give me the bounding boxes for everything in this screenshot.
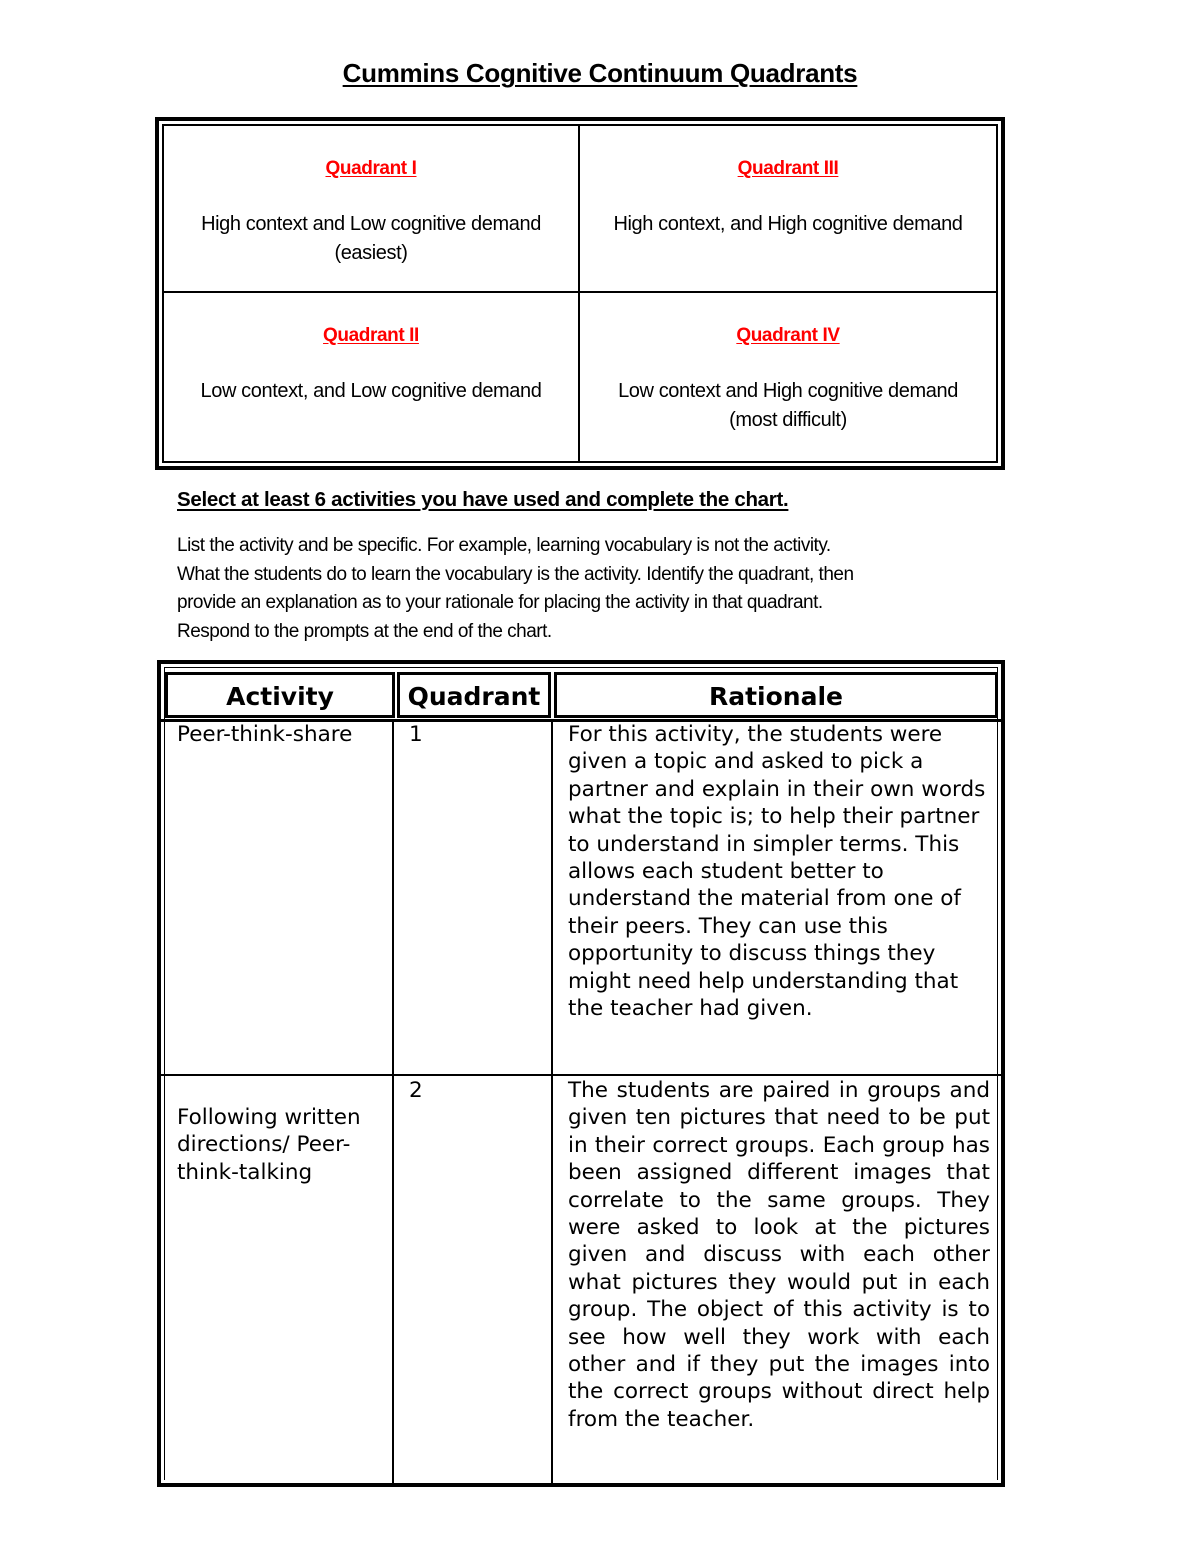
header-activity: Activity	[165, 672, 395, 718]
quadrant-label: Quadrant I	[325, 158, 417, 179]
quadrant-description-line: High context and Low cognitive demand	[201, 213, 541, 235]
quadrant-label: Quadrant IV	[736, 325, 840, 346]
instructions-heading: Select at least 6 activities you have used and complete the chart.	[177, 488, 789, 511]
quadrant-cell-3	[578, 126, 996, 291]
quadrant-description-line: (easiest)	[334, 242, 408, 264]
quadrant-description-line: Low context, and Low cognitive demand	[200, 380, 542, 402]
header-rationale: Rationale	[554, 672, 998, 718]
quadrant-label: Quadrant III	[737, 158, 839, 179]
row-2-rationale: The students are paired in groups and given ten pictures that need to be put in their correct groups. Each group has been assigned different images that correlate to the same groups. They were asked to look at the pictures given and discuss with each other what pictures they would put in each group. The object of this activity is to see how well they work with each other and if they put the images into the correct groups without direct help from the teacher.	[568, 1078, 990, 1432]
quadrant-table	[155, 117, 1005, 470]
activity-table	[157, 660, 1005, 1487]
instructions-line: List the activity and be specific. For example, learning vocabulary is not the activity.	[177, 535, 831, 556]
column-divider	[551, 719, 553, 1483]
quadrant-description	[580, 377, 996, 435]
column-divider	[392, 719, 394, 1483]
page-title	[0, 58, 1200, 89]
row-1-rationale: For this activity, the students were given a topic and asked to pick a partner and explain in their own words what the topic is; to help their partner to understand in simpler terms. This allows each student better to understand the material from one of their peers. They can use this opportunity to discuss things they might need help understanding that the teacher had given.	[568, 722, 986, 1022]
header-quadrant: Quadrant	[397, 672, 551, 718]
quadrant-cell-2	[164, 291, 578, 461]
row-1-activity: Peer-think-share	[177, 722, 353, 747]
row-2-activity: Following written directions/ Peer-think-talking	[177, 1105, 361, 1185]
quadrant-description-line: Low context and High cognitive demand	[618, 380, 958, 402]
page-title-text: Cummins Cognitive Continuum Quadrants	[342, 58, 858, 88]
quadrant-label: Quadrant II	[323, 325, 419, 346]
quadrant-grid	[162, 124, 998, 463]
quadrant-description-line: (most difficult)	[729, 409, 847, 431]
quadrant-description-line: High context, and High cognitive demand	[613, 213, 963, 235]
instructions-line: Respond to the prompts at the end of the chart.	[177, 620, 552, 642]
row-divider	[161, 1074, 1001, 1076]
quadrant-cell-1	[164, 126, 578, 291]
quadrant-description	[580, 210, 996, 239]
instructions-line: What the students do to learn the vocabulary is the activity. Identify the quadrant, then	[177, 563, 854, 585]
quadrant-description	[164, 377, 578, 406]
quadrant-cell-4	[578, 291, 996, 461]
instructions-line: provide an explanation as to your rationale for placing the activity in that quadrant.	[177, 592, 823, 613]
row-2-quadrant: 2	[409, 1078, 423, 1103]
quadrant-description	[164, 210, 578, 268]
row-1-quadrant: 1	[409, 722, 423, 747]
instructions-paragraph	[177, 532, 1027, 646]
